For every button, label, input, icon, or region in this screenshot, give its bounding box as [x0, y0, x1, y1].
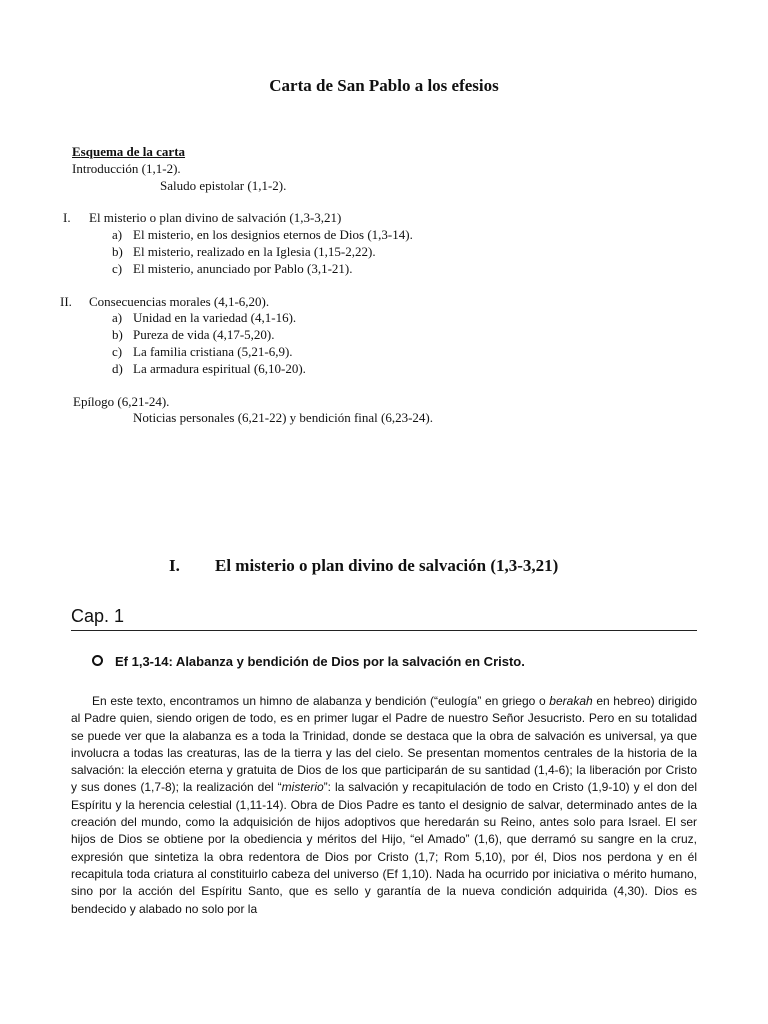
item-text: El misterio, realizado en la Iglesia (1,15-2,22).	[133, 243, 376, 259]
item-letter: c)	[112, 260, 123, 276]
chapter-heading: Cap. 1	[71, 606, 697, 631]
outline-item	[72, 361, 712, 378]
outline-item	[72, 327, 712, 344]
item-text: Unidad en la variedad (4,1-16).	[133, 310, 297, 326]
section-heading-number: I.	[169, 556, 180, 575]
outline-item	[72, 261, 712, 278]
section-title: El misterio o plan divino de salvación (1,3-3,21)	[89, 210, 342, 226]
item-letter: a)	[112, 227, 123, 243]
circle-bullet-icon	[92, 655, 103, 666]
item-text: La armadura espiritual (6,10-20).	[133, 360, 306, 376]
item-text: La familia cristiana (5,21-6,9).	[133, 343, 293, 359]
outline-intro: Introducción (1,1-2).	[72, 160, 181, 176]
subsection-title: Ef 1,3-14: Alabanza y bendición de Dios por la salvación en Cristo.	[115, 654, 525, 669]
letter-outline	[60, 144, 712, 427]
section-number: I.	[63, 210, 71, 226]
body-paragraph	[71, 693, 697, 918]
body-italic-term: berakah	[549, 694, 593, 708]
outline-item	[72, 227, 712, 244]
outline-greeting: Saludo epistolar (1,1-2).	[160, 177, 287, 193]
outline-epilogue-detail: Noticias personales (6,21-22) y bendición final (6,23-24).	[133, 410, 434, 426]
body-text: ”: la salvación y recapitulación de todo en Cristo (1,9-10) y el don del Espíritu y la herencia celestial (1,11-14). Obra de Dios Padre es tanto el designio de salvar, determinado antes de la creación del mundo, como la adquisición de hijos adoptivos que heredarán su Reino, antes solo para Israel. El ser hijos de Dios se obtiene por la obediencia y méritos del Hijo, “el Amado” (1,6), que derramó su sangre en la cruz, expresión que sintetiza la obra redentora de Dios por Cristo (1,7; Rom 5,10), por él, Dios nos perdona y en él recapitula toda criatura al constituirlo cabeza del universo (Ef 1,10). Nada ha ocurrido por iniciativa o mérito humano, sino por la acción del Espíritu Santo, que es sello y garantía de la nueva condición adquirida (4,30). Dios es bendecido y alabado no solo por la	[71, 780, 697, 916]
section-heading-text: El misterio o plan divino de salvación (1,3-3,21)	[215, 556, 559, 575]
outline-heading: Esquema de la carta	[72, 144, 186, 159]
item-text: El misterio, anunciado por Pablo (3,1-21).	[133, 260, 353, 276]
section-number: II.	[60, 293, 72, 309]
item-letter: b)	[112, 243, 123, 259]
item-text: Pureza de vida (4,17-5,20).	[133, 327, 275, 343]
outline-item	[72, 310, 712, 327]
body-text: En este texto, encontramos un himno de alabanza y bendición (“eulogía” en griego o	[92, 694, 550, 708]
outline-epilogue: Epílogo (6,21-24).	[73, 393, 170, 409]
item-letter: a)	[112, 310, 123, 326]
body-text: en hebreo) dirigido al Padre quien, siendo origen de todo, es en primer lugar el Padre de nuestro Señor Jesucristo. Pero en su totalidad se puede ver que la alabanza es a toda la Trinidad, donde se destaca que la obra de salvación es universal, ya que involucra a todas las creaturas, las de la tierra y las del cielo. Se presentan momentos centrales de la historia de la salvación: la elección eterna y gratuita de Dios de los que participarán de su santidad (1,4-6); la liberación por Cristo y sus dones (1,7-8); la realización del “	[71, 694, 698, 795]
body-italic-term: misterio	[281, 780, 324, 795]
outline-item	[72, 244, 712, 261]
item-letter: b)	[112, 327, 123, 343]
outline-item	[72, 344, 712, 361]
subsection-heading	[92, 654, 712, 669]
item-text: El misterio, en los designios eternos de Dios (1,3-14).	[133, 227, 413, 243]
outline-section-one	[63, 210, 712, 227]
item-letter: c)	[112, 343, 123, 359]
section-title: Consecuencias morales (4,1-6,20).	[89, 293, 270, 309]
outline-section-two	[60, 293, 712, 311]
item-letter: d)	[112, 360, 123, 376]
document-title: Carta de San Pablo a los efesios	[269, 76, 499, 95]
